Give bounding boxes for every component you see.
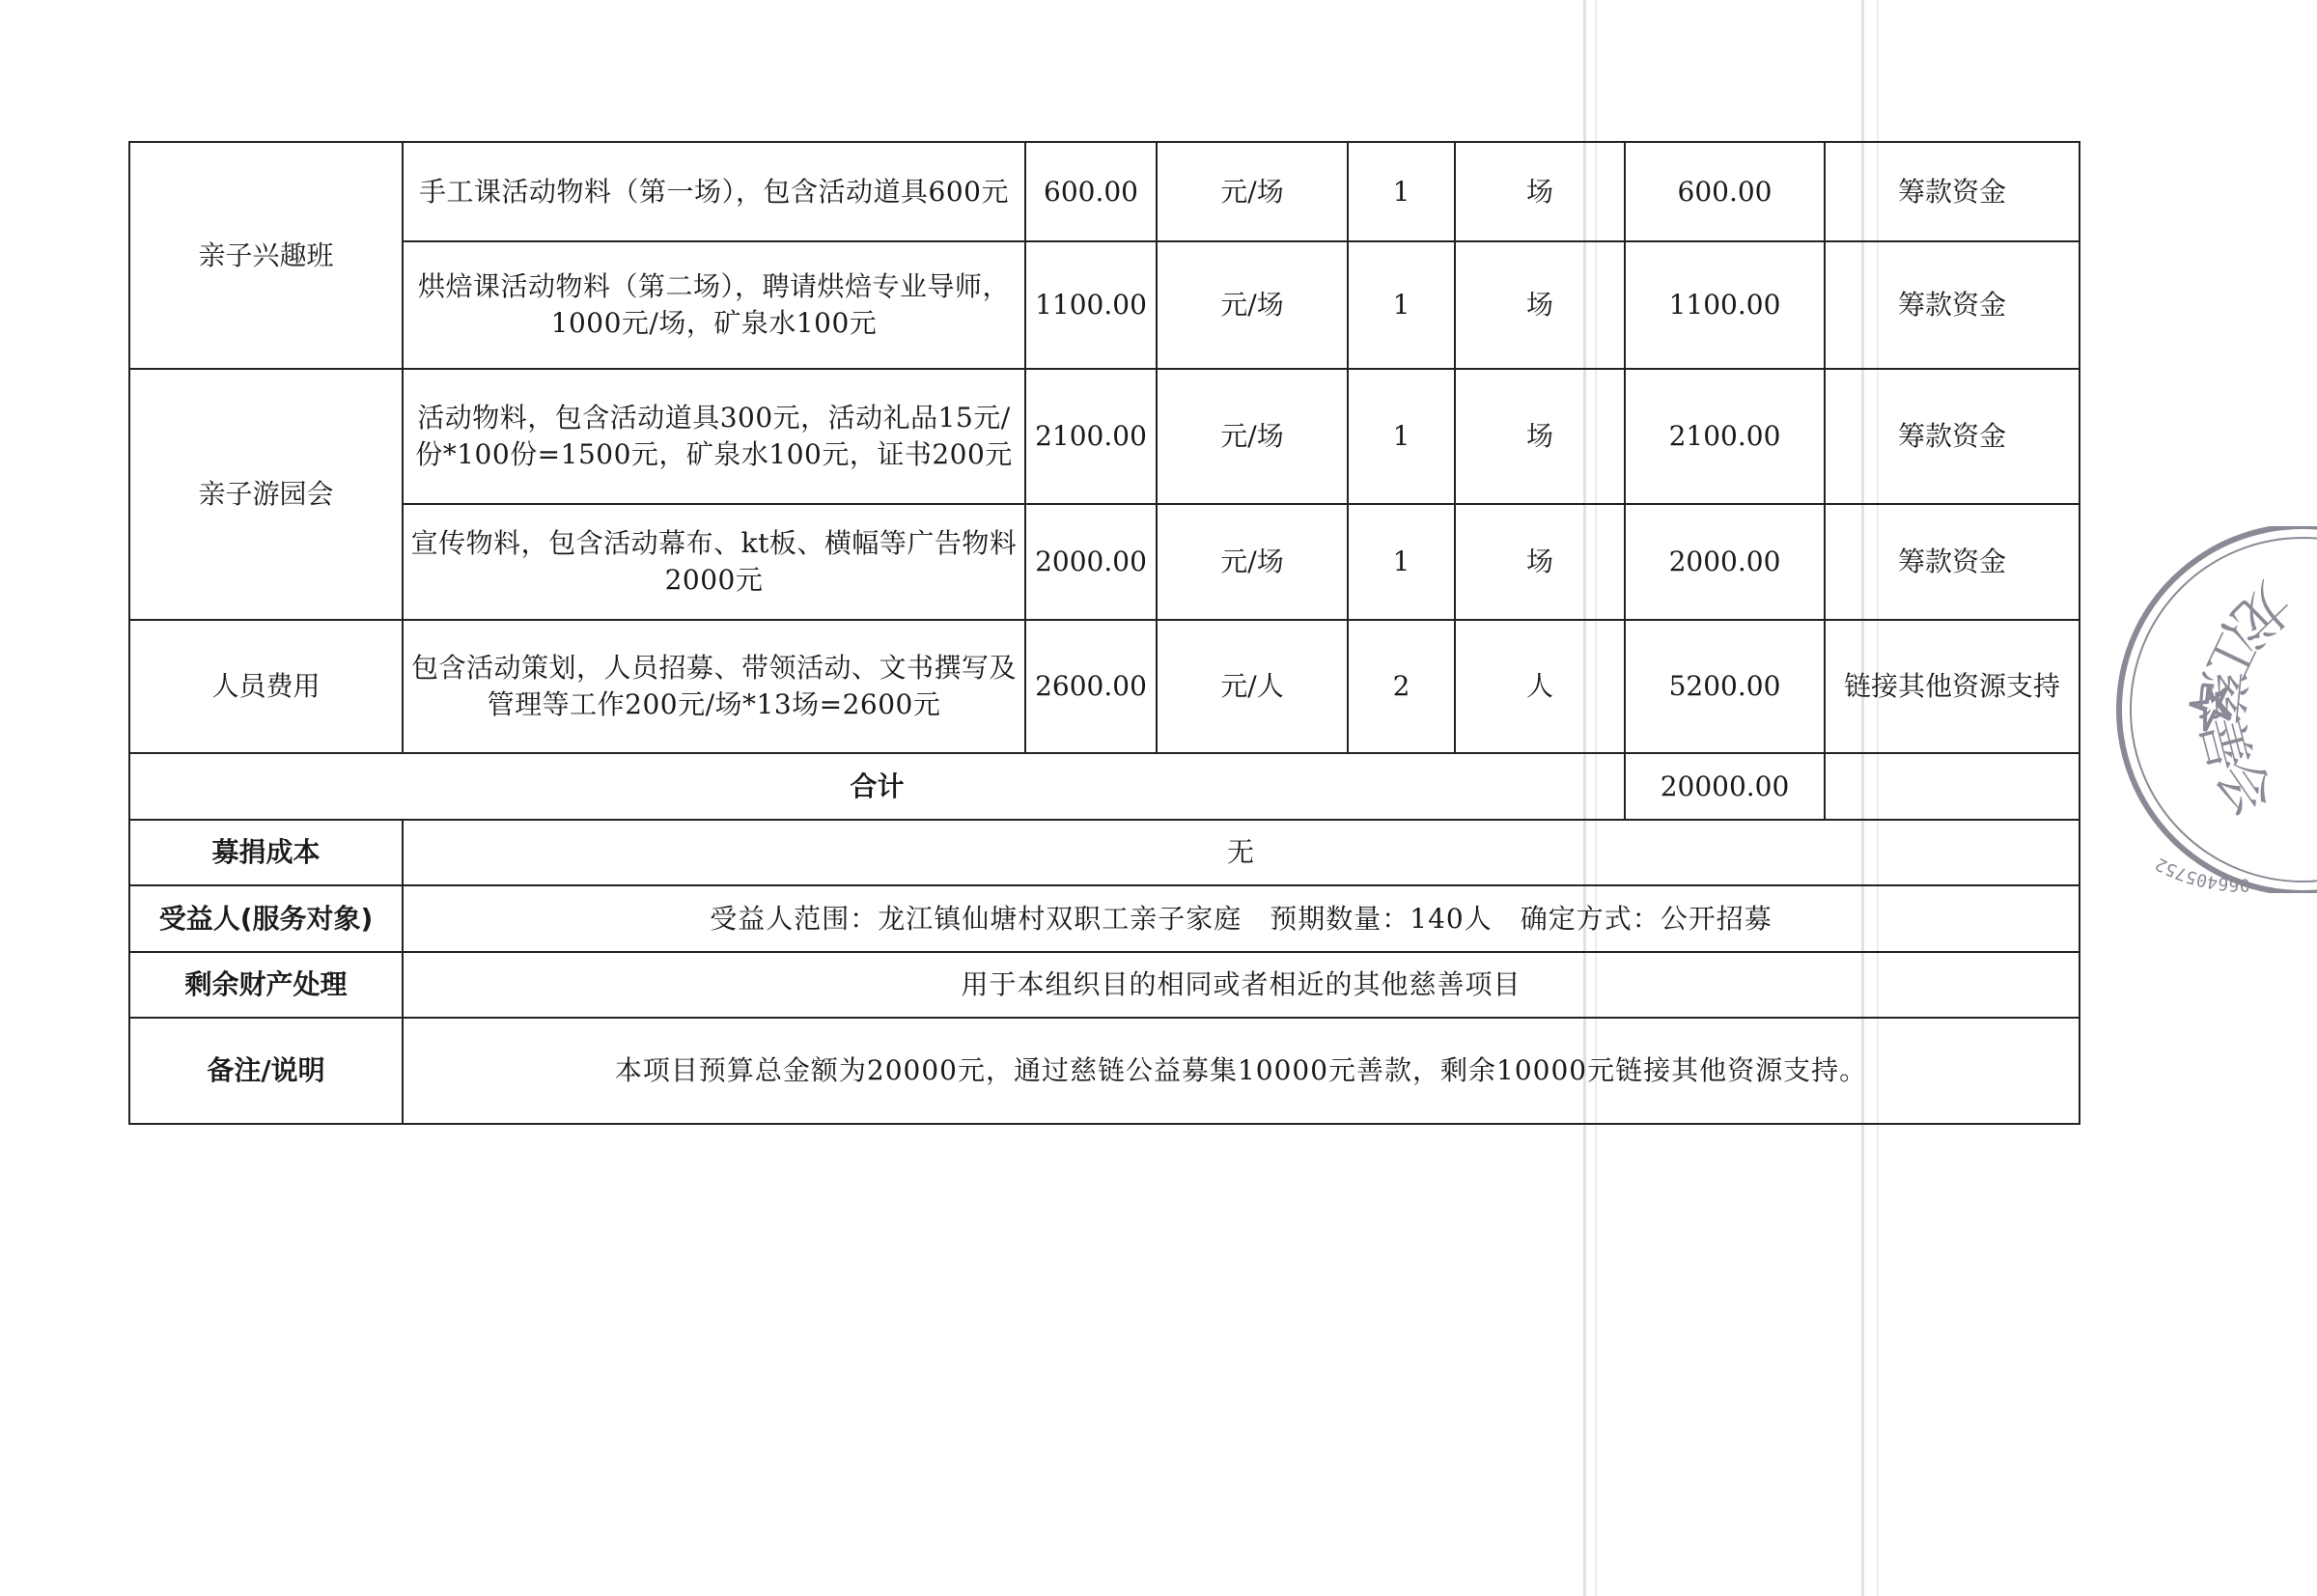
budget-table <box>128 141 2080 1125</box>
unit-cell: 元/人 <box>1157 620 1348 753</box>
description-cell: 手工课活动物料（第一场），包含活动道具600元 <box>403 142 1025 241</box>
quantity-cell: 1 <box>1348 142 1455 241</box>
seal-outer-ring <box>2119 526 2317 893</box>
quantity-cell: 2 <box>1348 620 1455 753</box>
unit-price-cell: 2600.00 <box>1025 620 1157 753</box>
official-seal <box>2076 526 2317 893</box>
source-cell: 链接其他资源支持 <box>1825 620 2080 753</box>
total-label: 合计 <box>129 753 1625 820</box>
table-row <box>129 142 2080 241</box>
residual-row <box>129 952 2080 1018</box>
table-row <box>129 620 2080 753</box>
beneficiary-label: 受益人(服务对象) <box>129 885 403 952</box>
seal-code-path: 066405752 <box>2152 853 2250 893</box>
amount-cell: 1100.00 <box>1625 241 1825 369</box>
category-cell: 人员费用 <box>129 620 403 753</box>
description-cell: 烘焙课活动物料（第二场），聘请烘焙专业导师，1000元/场，矿泉水100元 <box>403 241 1025 369</box>
table-row <box>129 241 2080 369</box>
remarks-value: 本项目预算总金额为20000元，通过慈链公益募集10000元善款，剩余10000元链接其他资源支持。 <box>403 1018 2080 1124</box>
seal-code <box>2152 854 2249 893</box>
unit-cell: 元/场 <box>1157 241 1348 369</box>
unit-cell: 元/场 <box>1157 142 1348 241</box>
seal-name-path: 龙江慈善会 <box>2186 570 2303 827</box>
source-cell: 筹款资金 <box>1825 369 2080 504</box>
description-cell: 宣传物料，包含活动幕布、kt板、横幅等广告物料2000元 <box>403 504 1025 620</box>
unit-price-cell: 2000.00 <box>1025 504 1157 620</box>
amount-cell: 2100.00 <box>1625 369 1825 504</box>
source-cell: 筹款资金 <box>1825 504 2080 620</box>
amount-cell: 2000.00 <box>1625 504 1825 620</box>
category-cell: 亲子游园会 <box>129 369 403 620</box>
unit-price-cell: 2100.00 <box>1025 369 1157 504</box>
fundraising-cost-row <box>129 820 2080 885</box>
unit-price-cell: 1100.00 <box>1025 241 1157 369</box>
quantity-cell: 1 <box>1348 369 1455 504</box>
measure-cell: 人 <box>1455 620 1625 753</box>
seal-name <box>2187 571 2303 827</box>
table-row <box>129 369 2080 504</box>
amount-cell: 600.00 <box>1625 142 1825 241</box>
beneficiary-value: 受益人范围：龙江镇仙塘村双职工亲子家庭 预期数量：140人 确定方式：公开招募 <box>403 885 2080 952</box>
unit-cell: 元/场 <box>1157 504 1348 620</box>
total-source-cell <box>1825 753 2080 820</box>
seal-inner-ring <box>2131 538 2317 882</box>
table-row <box>129 504 2080 620</box>
quantity-cell: 1 <box>1348 241 1455 369</box>
description-cell: 包含活动策划，人员招募、带领活动、文书撰写及管理等工作200元/场*13场=2600元 <box>403 620 1025 753</box>
category-cell: 亲子兴趣班 <box>129 142 403 369</box>
unit-price-cell: 600.00 <box>1025 142 1157 241</box>
residual-label: 剩余财产处理 <box>129 952 403 1018</box>
fundraising-cost-value: 无 <box>403 820 2080 885</box>
amount-cell: 5200.00 <box>1625 620 1825 753</box>
measure-cell: 场 <box>1455 369 1625 504</box>
total-amount: 20000.00 <box>1625 753 1825 820</box>
remarks-row <box>129 1018 2080 1124</box>
quantity-cell: 1 <box>1348 504 1455 620</box>
star-icon <box>2190 685 2230 731</box>
source-cell: 筹款资金 <box>1825 241 2080 369</box>
measure-cell: 场 <box>1455 142 1625 241</box>
remarks-label: 备注/说明 <box>129 1018 403 1124</box>
beneficiary-row <box>129 885 2080 952</box>
total-row <box>129 753 2080 820</box>
description-cell: 活动物料，包含活动道具300元，活动礼品15元/份*100份=1500元，矿泉水100元，证书200元 <box>403 369 1025 504</box>
unit-cell: 元/场 <box>1157 369 1348 504</box>
measure-cell: 场 <box>1455 241 1625 369</box>
residual-value: 用于本组织目的相同或者相近的其他慈善项目 <box>403 952 2080 1018</box>
measure-cell: 场 <box>1455 504 1625 620</box>
fundraising-cost-label: 募捐成本 <box>129 820 403 885</box>
source-cell: 筹款资金 <box>1825 142 2080 241</box>
